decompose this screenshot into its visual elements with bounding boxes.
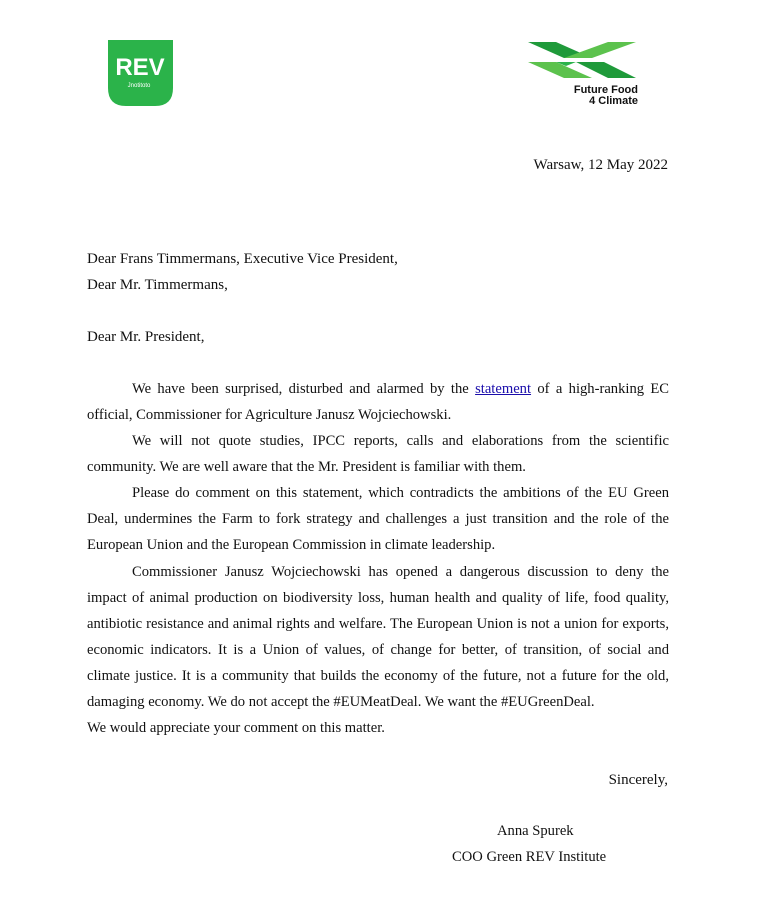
- rev-logo-text: REV: [115, 54, 165, 81]
- paragraph-2-text: We will not quote studies, IPCC reports, calls and elaborations from the scientific community. We are well aware that the Mr. President is familiar with them.: [87, 433, 669, 475]
- signature-title: COO Green REV Institute: [452, 849, 607, 865]
- paragraph-4-text: Commissioner Janusz Wojciechowski has opened a dangerous discussion to deny the impact of animal production on biodiversity loss, human health and quality of life, food quality, antibiotic resistance and animal rights and welfare. The European Union is not a union for exports, economic indicators. It is a Union of values, of change for better, of transition, of social and climate justice. It is a community that builds the economy of the future, not a future for the old, damaging economy. We do not accept the #EUMeatDeal. We want the #EUGreenDeal.: [87, 564, 669, 710]
- paragraph-3: [87, 480, 669, 558]
- paragraph-1-intro: We have been surprised, disturbed and alarmed by the: [132, 381, 476, 397]
- rev-institute-logo: [108, 40, 173, 106]
- paragraph-5: We would appreciate your comment on this matter.: [87, 720, 385, 736]
- statement-link[interactable]: statement: [475, 381, 532, 397]
- closing: Sincerely,: [608, 772, 668, 788]
- paragraph-1-rest: of a high-ranking EC official, Commissioner for Agriculture Janusz Wojciechowski.: [87, 381, 670, 423]
- future-food-logo-text: [570, 85, 638, 107]
- signature-name: Anna Spurek: [497, 823, 574, 839]
- letter-date: Warsaw, 12 May 2022: [533, 157, 668, 173]
- salutation-full-title: Dear Frans Timmermans, Executive Vice President,: [87, 251, 398, 267]
- future-food-4-climate-logo: [526, 40, 642, 108]
- salutation-president: Dear Mr. President,: [87, 329, 205, 345]
- paragraph-4: [87, 559, 669, 715]
- future-food-line-2: 4 Climate: [589, 95, 638, 107]
- salutation-name: Dear Mr. Timmermans,: [87, 277, 228, 293]
- paragraph-3-text: Please do comment on this statement, which contradicts the ambitions of the EU Green Deal, undermines the Farm to fork strategy and challenges a just transition and the role of the European Union and the European Commission in climate leadership.: [87, 485, 669, 553]
- paragraph-2: [87, 428, 669, 480]
- paragraph-1: [87, 376, 669, 428]
- ribbon-icon: [526, 40, 642, 84]
- future-food-line-1: Future Food: [573, 84, 638, 96]
- rev-logo-subtext: Jnotitoto: [127, 83, 151, 89]
